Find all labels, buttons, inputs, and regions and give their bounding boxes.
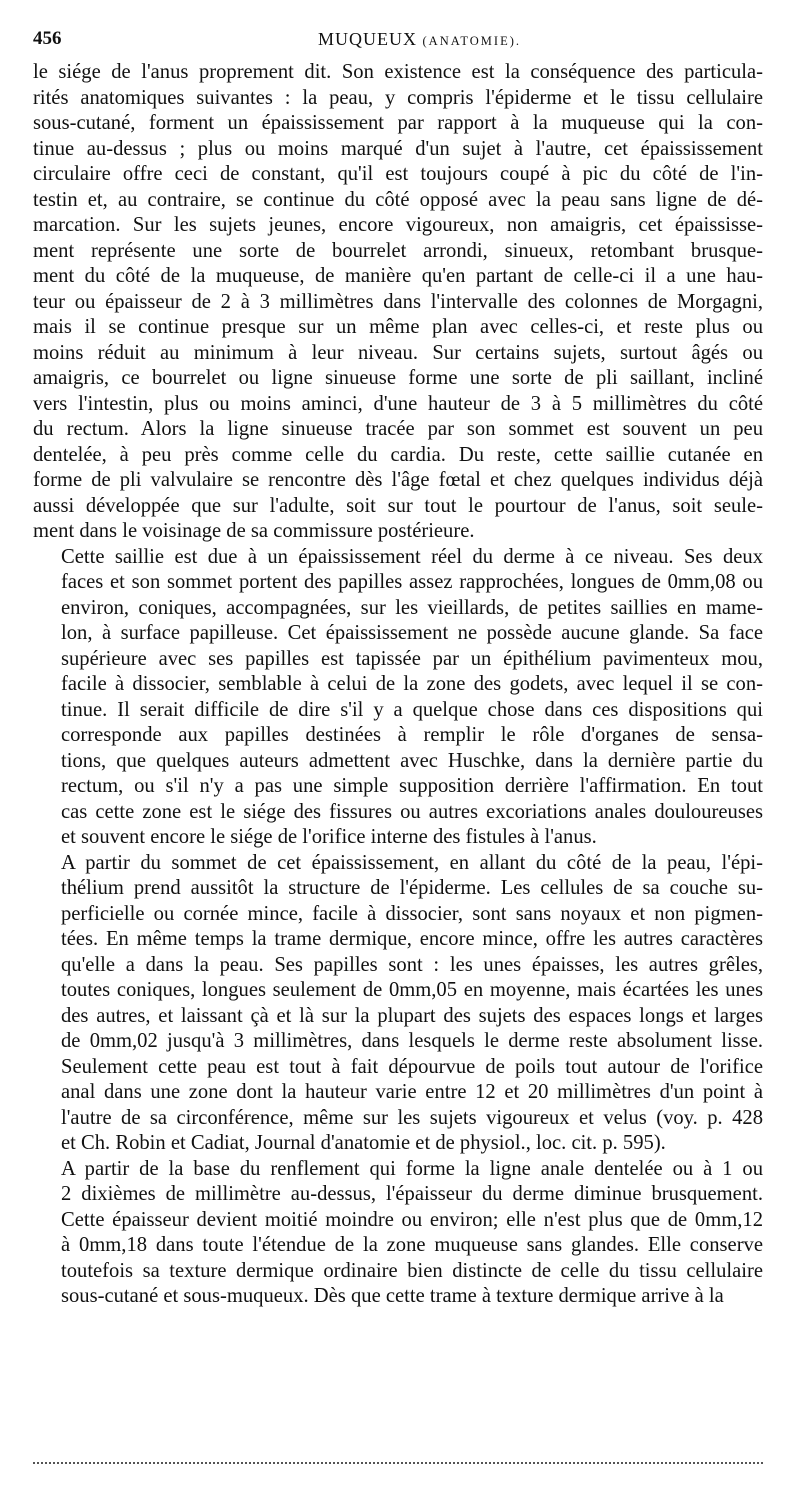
text-line: tinue. Il serait difficile de dire s'il y a quelque chose dans ces dispositions qui: [61, 698, 763, 721]
text-line: Cette saillie est due à un épaississement réel du derme à ce niveau. Ses deux: [61, 545, 763, 568]
text-line: testin et, au contraire, se continue du côté opposé avec la peau sans ligne de dé-: [33, 188, 763, 211]
text-line: sous-cutané et sous-muqueux. Dès que cette trame à texture dermique arrive à la: [61, 1285, 724, 1307]
text-line: mais il se continue presque sur un même plan avec celles-ci, et reste plus ou: [33, 316, 763, 338]
paragraph-1: [33, 60, 763, 545]
text-line: circulaire offre ceci de constant, qu'il est toujours coupé à pic du côté de l'in-: [33, 163, 763, 185]
paragraph-3: [33, 851, 763, 1157]
text-line: ment représente une sorte de bourrelet arrondi, sinueux, retombant brusque-: [33, 239, 763, 262]
text-line: ment du côté de la muqueuse, de manière qu'en partant de celle-ci il a une hau-: [33, 265, 763, 287]
text-line: forme de pli valvulaire se rencontre dès l'âge fœtal et chez quelques individus déjà: [33, 469, 763, 491]
text-line: marcation. Sur les sujets jeunes, encore vigoureux, non amaigris, cet épaississe-: [33, 214, 763, 236]
text-line: des autres, et laissant çà et là sur la plupart des sujets des espaces longs et larges: [61, 1004, 763, 1027]
running-head: [318, 29, 521, 50]
body-text: [33, 60, 763, 1310]
running-head-subtitle: (ANATOMIE).: [422, 34, 521, 48]
text-line: à 0mm,18 dans toute l'étendue de la zone muqueuse sans glandes. Elle conserve: [61, 1234, 763, 1256]
text-line: tées. En même temps la trame dermique, encore mince, offre les autres caractères: [61, 928, 763, 950]
text-line: dentelée, à peu près comme celle du cardia. Du reste, cette saillie cutanée en: [33, 443, 763, 466]
text-line: et souvent encore le siége de l'orifice interne des fistules à l'anus.: [61, 826, 597, 848]
text-line: vers l'intestin, plus ou moins aminci, d'une hauteur de 3 à 5 millimètres du côté: [33, 392, 763, 415]
text-line: toutefois sa texture dermique ordinaire bien distincte de celle du tissu cellulaire: [61, 1259, 763, 1282]
text-line: et Ch. Robin et Cadiat, Journal d'anatomie et de physiol., loc. cit. p. 595).: [61, 1132, 666, 1154]
text-line: tinue au-dessus ; plus ou moins marqué d'un sujet à l'autre, cet épaississement: [33, 137, 763, 160]
text-line: anal dans une zone dont la hauteur varie entre 12 et 20 millimètres d'un point à: [61, 1081, 763, 1103]
text-line: rectum, ou s'il n'y a pas une simple supposition derrière l'affirmation. En tout: [61, 775, 763, 797]
text-line: cas cette zone est le siége des fissures ou autres excoriations anales douloureuses: [61, 800, 763, 823]
text-line: aussi développée que sur l'adulte, soit sur tout le pourtour de l'anus, soit seule-: [33, 494, 763, 517]
text-line: sous-cutané, forment un épaississement par rapport à la muqueuse qui la con-: [33, 112, 763, 134]
text-line: moins réduit au minimum à leur niveau. Sur certains sujets, surtout âgés ou: [33, 341, 763, 364]
text-line: teur ou épaisseur de 2 à 3 millimètres dans l'intervalle des colonnes de Morgagni,: [33, 290, 763, 313]
text-line: perficielle ou cornée mince, facile à dissocier, sont sans noyaux et non pigmen-: [61, 902, 763, 925]
text-line: 2 dixièmes de millimètre au-dessus, l'épaisseur du derme diminue brusquement.: [61, 1183, 763, 1205]
text-line: supérieure avec ses papilles est tapissée par un épithélium pavimenteux mou,: [61, 647, 763, 670]
text-line: thélium prend aussitôt la structure de l'épiderme. Les cellules de sa couche su-: [61, 877, 763, 899]
text-line: corresponde aux papilles destinées à remplir le rôle d'organes de sensa-: [61, 724, 763, 746]
text-line: tions, que quelques auteurs admettent avec Huschke, dans la dernière partie du: [61, 749, 763, 772]
text-line: Seulement cette peau est tout à fait dépourvue de poils tout autour de l'orifice: [61, 1055, 763, 1078]
paragraph-2: [33, 545, 763, 851]
text-line: A partir du sommet de cet épaississement, en allant du côté de la peau, l'épi-: [61, 851, 763, 874]
text-line: amaigris, ce bourrelet ou ligne sinueuse forme une sorte de pli saillant, incliné: [33, 367, 763, 389]
text-line: lon, à surface papilleuse. Cet épaississement ne possède aucune glande. Sa face: [61, 622, 763, 644]
text-line: ment dans le voisinage de sa commissure postérieure.: [33, 520, 475, 542]
text-line: faces et son sommet portent des papilles assez rapprochées, longues de 0mm,08 ou: [61, 571, 763, 593]
running-head-title: MUQUEUX: [318, 29, 417, 49]
text-line: l'autre de sa circonférence, même sur les sujets vigoureux et velus (voy. p. 428: [61, 1106, 763, 1129]
text-line: toutes coniques, longues seulement de 0mm,05 en moyenne, mais écartées les unes: [61, 979, 763, 1001]
text-line: Cette épaisseur devient moitié moindre ou environ; elle n'est plus que de 0mm,12: [61, 1208, 763, 1231]
page-header: [33, 28, 764, 56]
text-line: qu'elle a dans la peau. Ses papilles sont : les unes épaisses, les autres grêles,: [61, 953, 763, 976]
text-line: le siége de l'anus proprement dit. Son existence est la conséquence des particula-: [33, 61, 763, 83]
text-line: environ, coniques, accompagnées, sur les vieillards, de petites saillies en mame-: [61, 596, 763, 619]
page-number: 456: [33, 28, 62, 49]
text-line: facile à dissocier, semblable à celui de la zone des godets, avec lequel il se con-: [61, 673, 763, 695]
text-line: de 0mm,02 jusqu'à 3 millimètres, dans lesquels le derme reste absolument lisse.: [61, 1030, 763, 1052]
footer-rule: [33, 1462, 763, 1464]
text-line: A partir de la base du renflement qui forme la ligne anale dentelée ou à 1 ou: [61, 1157, 763, 1180]
text-line: du rectum. Alors la ligne sinueuse tracée par son sommet est souvent un peu: [33, 418, 763, 440]
text-line: rités anatomiques suivantes : la peau, y compris l'épiderme et le tissu cellulaire: [33, 86, 763, 109]
paragraph-4: [33, 1157, 763, 1310]
